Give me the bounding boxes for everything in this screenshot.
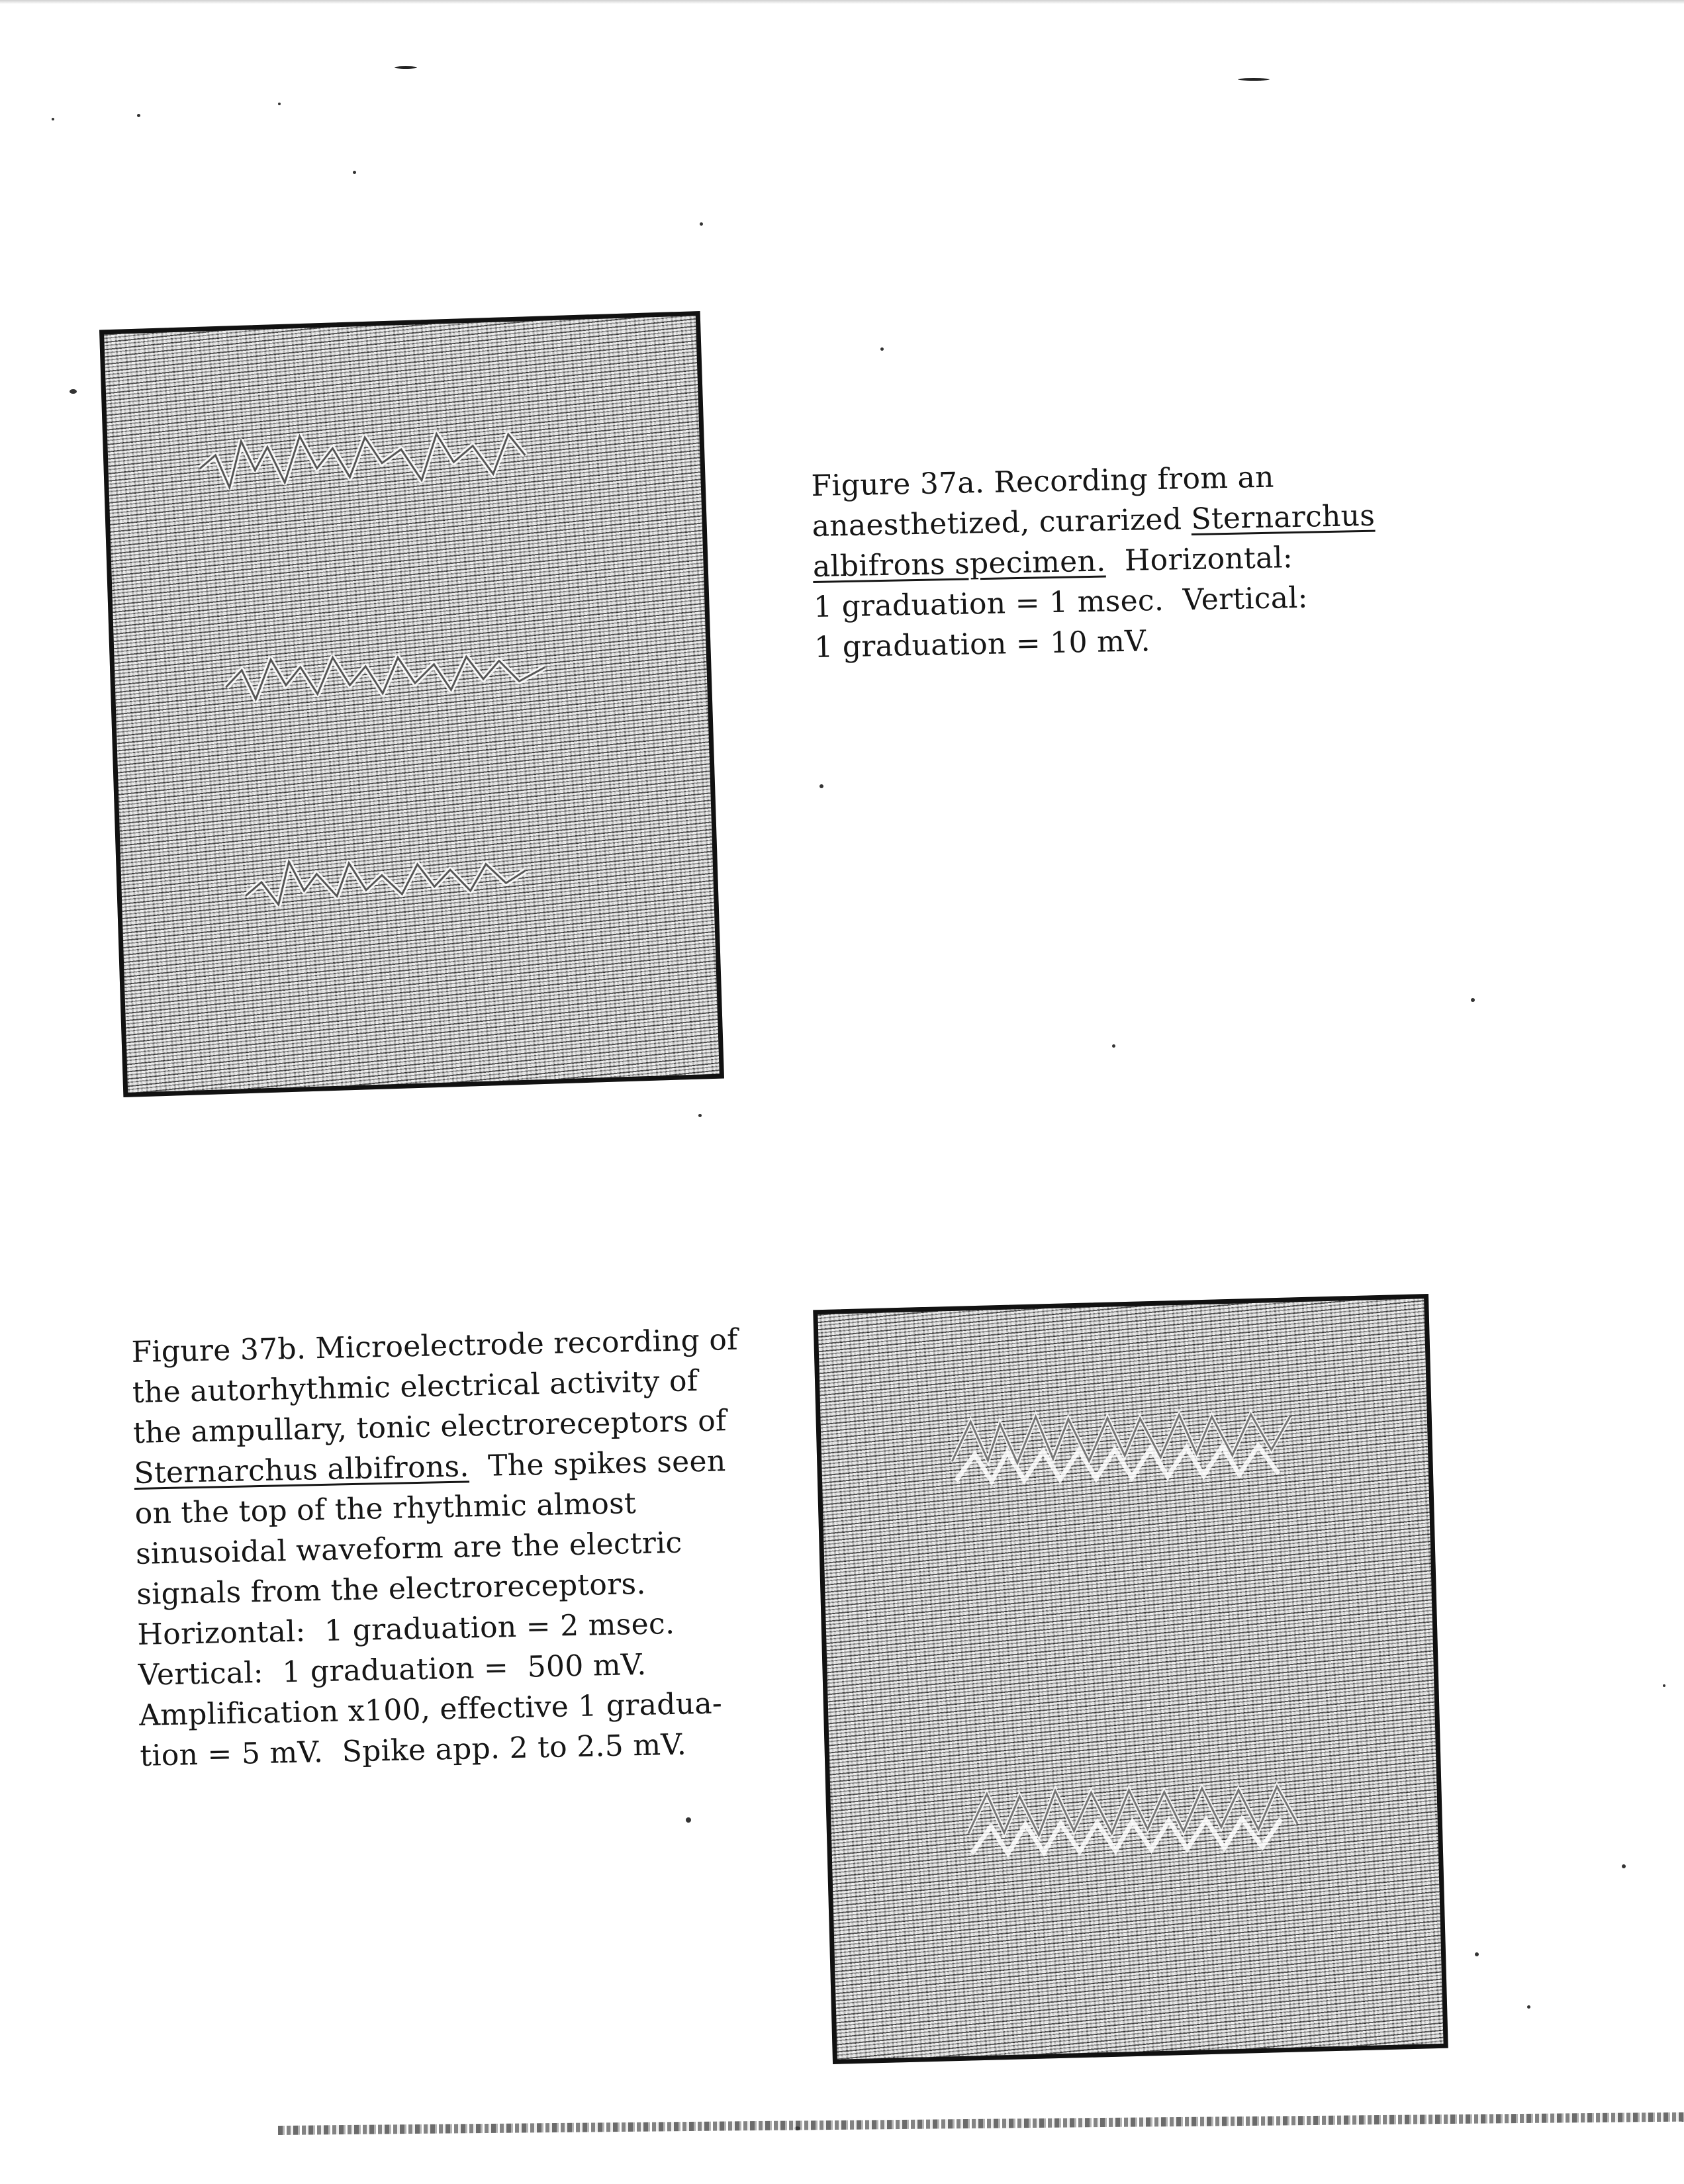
caption-b-line-6: sinusoidal waveform are the electric	[135, 1525, 682, 1571]
caption-b-line-7: signals from the electroreceptors.	[136, 1567, 647, 1612]
scan-speck	[278, 103, 281, 105]
species-name-underlined: Sternarchus albifrons.	[133, 1449, 470, 1490]
caption-b-line-11: tion = 5 mV. Spike app. 2 to 2.5 mV.	[139, 1727, 687, 1773]
scan-speck	[698, 1114, 702, 1117]
caption-a-line-3-text: Horizontal:	[1105, 541, 1293, 578]
scan-speck	[686, 1817, 691, 1823]
scan-speck	[1471, 998, 1475, 1002]
caption-b-line-1: Figure 37b. Microelectrode recording of	[131, 1322, 739, 1369]
figure-37b-photo	[813, 1294, 1448, 2064]
figure-37a-caption	[811, 453, 1503, 668]
page-top-edge	[0, 0, 1684, 4]
scan-speck	[1527, 2005, 1530, 2009]
figure-37a-photo	[99, 311, 724, 1097]
scan-mark	[1238, 78, 1270, 81]
caption-b-line-9: Vertical: 1 graduation = 500 mV.	[138, 1647, 647, 1692]
species-name-underlined: Sternarchus	[1190, 498, 1376, 536]
scan-speck	[1475, 1952, 1479, 1956]
caption-a-line-1: Figure 37a. Recording from an	[811, 460, 1275, 503]
scan-speck	[1622, 1864, 1626, 1868]
scan-speck	[353, 171, 356, 174]
caption-a-line-2-text: anaesthetized, curarized	[812, 502, 1192, 543]
scan-speck	[70, 389, 77, 394]
figure-37a-waveform	[104, 316, 720, 1093]
caption-b-line-4-text: The spikes seen	[469, 1444, 726, 1484]
caption-b-line-8: Horizontal: 1 graduation = 2 msec.	[137, 1606, 675, 1652]
scan-speck	[700, 222, 703, 226]
figure-37b-caption	[131, 1318, 809, 1776]
scan-speck	[880, 347, 884, 351]
specimen-underlined: albifrons specimen.	[812, 544, 1106, 584]
trace-1	[199, 429, 526, 488]
caption-a-line-4: 1 graduation = 1 msec. Vertical:	[813, 580, 1309, 624]
scan-speck	[1663, 1684, 1665, 1687]
scan-mark	[395, 66, 417, 69]
scan-speck	[137, 114, 140, 117]
scan-speck	[819, 784, 823, 788]
caption-b-line-5: on the top of the rhythmic almost	[134, 1486, 637, 1531]
page-bottom-edge	[278, 2113, 1684, 2135]
caption-b-line-3: the ampullary, tonic electroreceptors of	[132, 1404, 727, 1450]
trace-2b	[971, 1817, 1282, 1854]
trace-3	[244, 854, 526, 905]
caption-b-line-2: the autorhythmic electrical activity of	[132, 1364, 698, 1410]
figure-37b-waveform	[818, 1298, 1443, 2060]
caption-b-line-10: Amplification x100, effective 1 gradua-	[138, 1686, 723, 1733]
scan-speck	[1112, 1044, 1115, 1048]
scan-speck	[52, 118, 54, 120]
caption-a-line-5: 1 graduation = 10 mV.	[814, 624, 1151, 664]
trace-2	[225, 651, 545, 700]
